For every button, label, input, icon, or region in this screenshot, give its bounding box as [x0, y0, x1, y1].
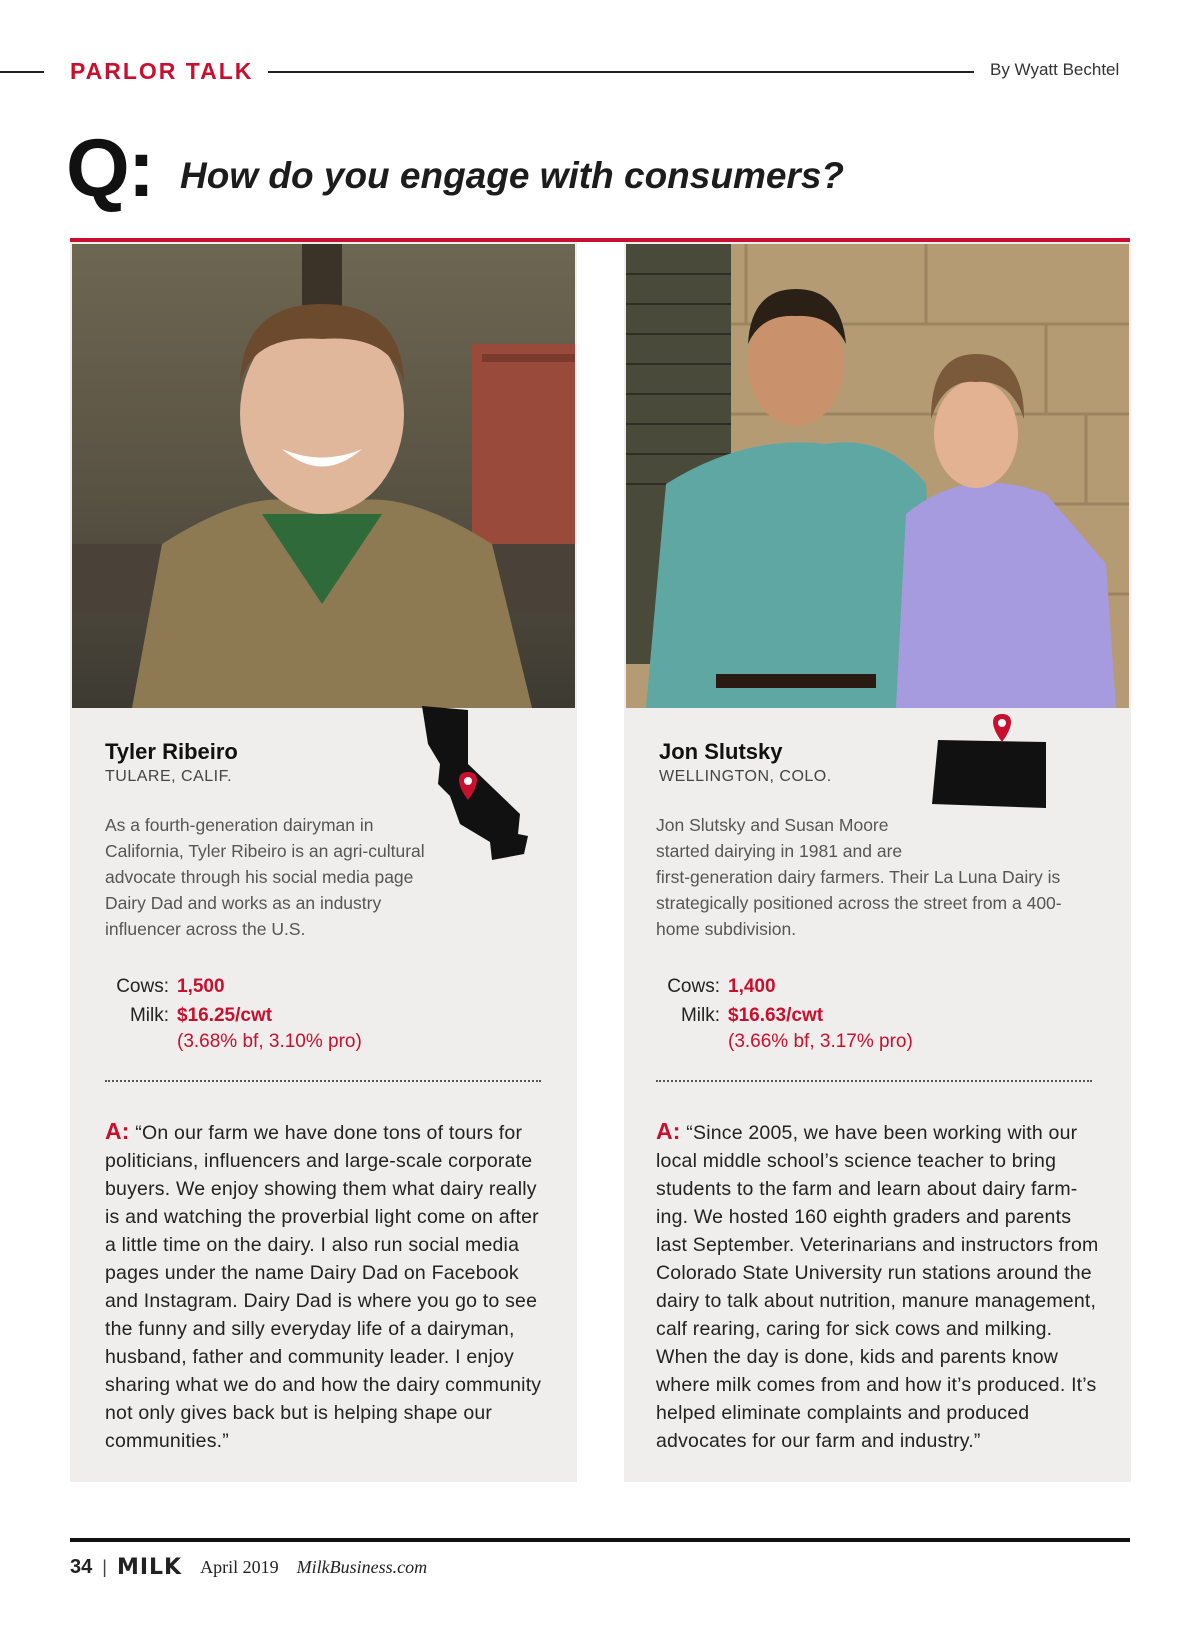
- cows-value: 1,400: [728, 976, 776, 997]
- portrait-photo-ribeiro: [72, 244, 575, 708]
- farm-stats: [656, 972, 913, 1054]
- magazine-logo: MILK: [116, 1555, 183, 1580]
- answer-body: “Since 2005, we have been working with our local middle school’s science teacher to bring students to the farm and learn about dairy farm-ing. We hosted 160 eighth graders and parents last September. Veterinarians and instructors from Colorado State University run stations around the dairy to talk about nutrition, manure management, calf rearing, caring for sick cows and milking. When the day is done, kids and parents know where milk comes from and how it’s produced. It’s helped eliminate complaints and produced advocates for our farm and industry.”: [656, 1122, 1099, 1452]
- page-footer: [70, 1555, 427, 1580]
- answer-text: [656, 1117, 1101, 1455]
- profile-name: Jon Slutsky: [659, 739, 783, 764]
- profile-location: WELLINGTON, COLO.: [659, 768, 832, 785]
- farm-stats: [105, 972, 362, 1054]
- question-label: Q:: [66, 123, 154, 214]
- dotted-divider: [105, 1080, 541, 1082]
- page-number: 34: [70, 1556, 93, 1578]
- milk-label: Milk:: [129, 1005, 169, 1026]
- answer-label: A:: [105, 1118, 130, 1144]
- dotted-divider: [656, 1080, 1092, 1082]
- california-map-icon: [420, 704, 535, 862]
- issue-date: April 2019: [200, 1557, 279, 1577]
- byline: By Wyatt Bechtel: [990, 60, 1120, 79]
- profile-location: TULARE, CALIF.: [105, 768, 233, 785]
- footer-separator: |: [102, 1557, 107, 1577]
- portrait-photo-slutsky: [626, 244, 1129, 708]
- profile-bio: As a fourth-generation dairyman in California, Tyler Ribeiro is an agri-cultural advocate through his social media page Dairy Dad and works as an industry influencer across the U.S.: [105, 815, 425, 939]
- question-text: How do you engage with consumers?: [180, 155, 845, 196]
- header-rule-left: [0, 71, 44, 73]
- answer-text: [105, 1117, 545, 1455]
- profile-bio-rest: first-generation dairy farmers. Their La Luna Dairy is strategically positioned across the street from a 400-home subdivision.: [656, 867, 1062, 939]
- cows-label: Cows:: [116, 976, 169, 997]
- profile-card-slutsky: [624, 242, 1131, 1482]
- profile-bio-lead: Jon Slutsky and Susan Moore started dairying in 1981 and are: [656, 815, 903, 861]
- footer-rule: [70, 1538, 1130, 1542]
- profile-name: Tyler Ribeiro: [105, 739, 238, 764]
- cows-label: Cows:: [667, 976, 720, 997]
- answer-body: “On our farm we have done tons of tours for politicians, influencers and large-scale corporate buyers. We enjoy showing them what dairy really is and watching the proverbial light come on after a little time on the dairy. I also run social media pages under the name Dairy Dad on Facebook and Instagram. Dairy Dad is where you go to see the funny and silly everyday life of a dairyman, husband, father and community leader. I enjoy sharing what we do and how the dairy community not only gives back but is helping shape our communities.”: [105, 1122, 542, 1452]
- milk-price: $16.25/cwt: [177, 1005, 273, 1026]
- milk-price: $16.63/cwt: [728, 1005, 824, 1026]
- section-label: PARLOR TALK: [70, 58, 254, 84]
- profile-bio: [656, 812, 1076, 942]
- colorado-map-icon: [930, 712, 1048, 810]
- milk-components: (3.68% bf, 3.10% pro): [177, 1031, 362, 1052]
- milk-components: (3.66% bf, 3.17% pro): [728, 1031, 913, 1052]
- milk-label: Milk:: [680, 1005, 720, 1026]
- profile-card-ribeiro: [70, 242, 577, 1482]
- answer-label: A:: [656, 1118, 681, 1144]
- cows-value: 1,500: [177, 976, 225, 997]
- header-rule-right: [268, 71, 974, 73]
- website-link[interactable]: MilkBusiness.com: [296, 1557, 428, 1577]
